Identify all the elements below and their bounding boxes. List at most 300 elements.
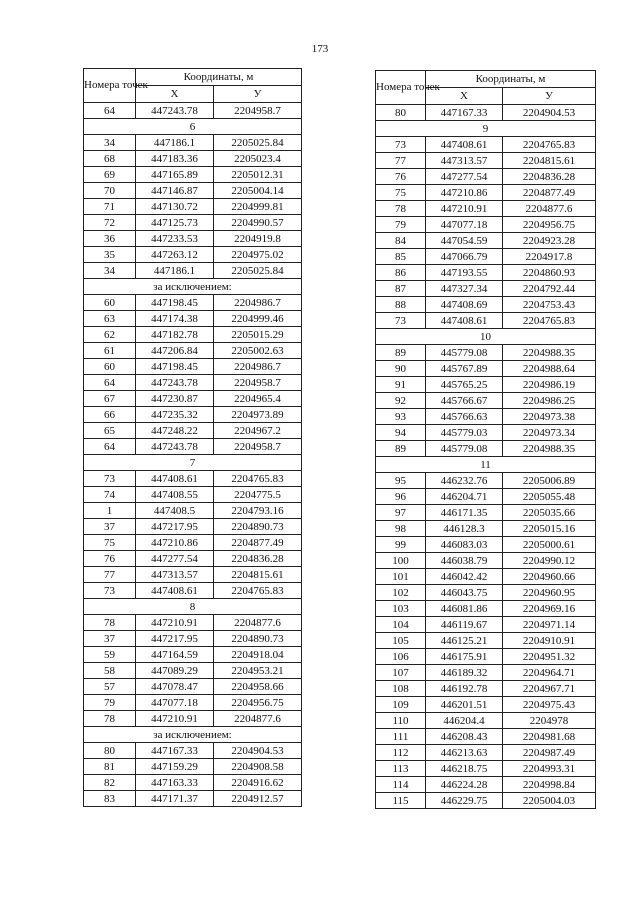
point-number-cell: 57 <box>84 679 136 695</box>
y-coordinate-cell: 2204999.81 <box>214 199 302 215</box>
y-coordinate-cell: 2204999.46 <box>214 311 302 327</box>
x-coordinate-cell: 447313.57 <box>426 153 503 169</box>
point-number-cell: 83 <box>84 791 136 807</box>
point-number-cell: 85 <box>376 249 426 265</box>
x-coordinate-cell: 446171.35 <box>426 505 503 521</box>
point-number-cell: 78 <box>84 711 136 727</box>
y-coordinate-cell: 2204836.28 <box>503 169 596 185</box>
x-coordinate-cell: 446043.75 <box>426 585 503 601</box>
y-coordinate-cell: 2204988.64 <box>503 361 596 377</box>
table-row <box>376 297 596 313</box>
y-coordinate-cell: 2204965.4 <box>214 391 302 407</box>
point-number-cell: 94 <box>376 425 426 441</box>
point-number-cell: 70 <box>84 183 136 199</box>
x-coordinate-cell: 446189.32 <box>426 665 503 681</box>
x-coordinate-cell: 447066.79 <box>426 249 503 265</box>
point-number-cell: 86 <box>376 265 426 281</box>
point-number-cell: 92 <box>376 393 426 409</box>
x-coordinate-cell: 446081.86 <box>426 601 503 617</box>
table-body <box>376 105 596 809</box>
x-coordinate-cell: 447163.33 <box>136 775 214 791</box>
x-coordinate-cell: 447408.61 <box>426 313 503 329</box>
coordinates-table-left <box>83 68 302 807</box>
y-coordinate-cell: 2205006.89 <box>503 473 596 489</box>
section-row <box>376 457 596 473</box>
x-coordinate-cell: 447277.54 <box>136 551 214 567</box>
table-row <box>376 505 596 521</box>
table-row <box>376 137 596 153</box>
section-label: за исключением: <box>84 279 302 295</box>
x-coordinate-cell: 447167.33 <box>426 105 503 121</box>
x-coordinate-cell: 447313.57 <box>136 567 214 583</box>
table-row <box>376 617 596 633</box>
table-row <box>84 647 302 663</box>
table-row <box>376 345 596 361</box>
x-coordinate-cell: 447235.32 <box>136 407 214 423</box>
y-coordinate-cell: 2204958.66 <box>214 679 302 695</box>
table-row <box>84 567 302 583</box>
table-row <box>84 199 302 215</box>
y-coordinate-cell: 2204986.7 <box>214 359 302 375</box>
y-coordinate-cell: 2204960.66 <box>503 569 596 585</box>
y-coordinate-cell: 2204793.16 <box>214 503 302 519</box>
point-number-cell: 87 <box>376 281 426 297</box>
table-row <box>376 777 596 793</box>
section-label: 8 <box>84 599 302 615</box>
y-coordinate-cell: 2204987.49 <box>503 745 596 761</box>
y-coordinate-cell: 2204998.84 <box>503 777 596 793</box>
x-coordinate-cell: 445779.08 <box>426 345 503 361</box>
point-number-cell: 78 <box>84 615 136 631</box>
table-row <box>84 375 302 391</box>
x-coordinate-cell: 446201.51 <box>426 697 503 713</box>
x-coordinate-cell: 445767.89 <box>426 361 503 377</box>
x-coordinate-cell: 447077.18 <box>426 217 503 233</box>
y-coordinate-cell: 2205000.61 <box>503 537 596 553</box>
header-coordinates: Координаты, м <box>426 71 596 88</box>
x-coordinate-cell: 446038.79 <box>426 553 503 569</box>
table-row <box>376 169 596 185</box>
y-coordinate-cell: 2204956.75 <box>503 217 596 233</box>
table-row <box>376 233 596 249</box>
point-number-cell: 90 <box>376 361 426 377</box>
table-row <box>84 423 302 439</box>
y-coordinate-cell: 2204815.61 <box>214 567 302 583</box>
y-coordinate-cell: 2204975.02 <box>214 247 302 263</box>
point-number-cell: 74 <box>84 487 136 503</box>
section-label: 10 <box>376 329 596 345</box>
y-coordinate-cell: 2204973.38 <box>503 409 596 425</box>
y-coordinate-cell: 2204988.35 <box>503 441 596 457</box>
table-row <box>376 601 596 617</box>
y-coordinate-cell: 2204908.58 <box>214 759 302 775</box>
table-row <box>84 311 302 327</box>
x-coordinate-cell: 447089.29 <box>136 663 214 679</box>
point-number-cell: 80 <box>84 743 136 759</box>
table-row <box>84 167 302 183</box>
y-coordinate-cell: 2204986.7 <box>214 295 302 311</box>
point-number-cell: 98 <box>376 521 426 537</box>
point-number-cell: 113 <box>376 761 426 777</box>
header-x: X <box>136 86 214 103</box>
table-row <box>84 439 302 455</box>
point-number-cell: 69 <box>84 167 136 183</box>
y-coordinate-cell: 2204904.53 <box>503 105 596 121</box>
table-row <box>84 327 302 343</box>
y-coordinate-cell: 2204956.75 <box>214 695 302 711</box>
x-coordinate-cell: 447408.69 <box>426 297 503 313</box>
point-number-cell: 62 <box>84 327 136 343</box>
point-number-cell: 115 <box>376 793 426 809</box>
x-coordinate-cell: 447277.54 <box>426 169 503 185</box>
point-number-cell: 103 <box>376 601 426 617</box>
table-row <box>84 743 302 759</box>
y-coordinate-cell: 2204967.2 <box>214 423 302 439</box>
x-coordinate-cell: 447408.61 <box>136 583 214 599</box>
x-coordinate-cell: 446224.28 <box>426 777 503 793</box>
y-coordinate-cell: 2204753.43 <box>503 297 596 313</box>
point-number-cell: 78 <box>376 201 426 217</box>
x-coordinate-cell: 447165.89 <box>136 167 214 183</box>
y-coordinate-cell: 2204765.83 <box>214 471 302 487</box>
y-coordinate-cell: 2204765.83 <box>503 137 596 153</box>
table-row <box>84 247 302 263</box>
point-number-cell: 34 <box>84 135 136 151</box>
x-coordinate-cell: 447183.36 <box>136 151 214 167</box>
point-number-cell: 79 <box>376 217 426 233</box>
y-coordinate-cell: 2204919.8 <box>214 231 302 247</box>
y-coordinate-cell: 2204981.68 <box>503 729 596 745</box>
table-row <box>376 377 596 393</box>
x-coordinate-cell: 447182.78 <box>136 327 214 343</box>
y-coordinate-cell: 2204986.19 <box>503 377 596 393</box>
table-row <box>84 663 302 679</box>
y-coordinate-cell: 2204958.7 <box>214 439 302 455</box>
table-row <box>376 569 596 585</box>
x-coordinate-cell: 447159.29 <box>136 759 214 775</box>
table-row <box>84 359 302 375</box>
point-number-cell: 35 <box>84 247 136 263</box>
table-row <box>84 135 302 151</box>
point-number-cell: 61 <box>84 343 136 359</box>
header-point-numbers: Номера точек <box>84 69 136 103</box>
table-row <box>376 697 596 713</box>
y-coordinate-cell: 2204792.44 <box>503 281 596 297</box>
section-row <box>84 599 302 615</box>
x-coordinate-cell: 445779.03 <box>426 425 503 441</box>
point-number-cell: 111 <box>376 729 426 745</box>
table-row <box>84 343 302 359</box>
y-coordinate-cell: 2204765.83 <box>503 313 596 329</box>
point-number-cell: 89 <box>376 345 426 361</box>
point-number-cell: 73 <box>376 313 426 329</box>
point-number-cell: 63 <box>84 311 136 327</box>
y-coordinate-cell: 2205012.31 <box>214 167 302 183</box>
table-row <box>84 103 302 119</box>
y-coordinate-cell: 2204960.95 <box>503 585 596 601</box>
y-coordinate-cell: 2204916.62 <box>214 775 302 791</box>
coordinates-table-right <box>375 70 596 809</box>
x-coordinate-cell: 447408.5 <box>136 503 214 519</box>
table-row <box>376 585 596 601</box>
table-row <box>376 217 596 233</box>
table-row <box>376 185 596 201</box>
x-coordinate-cell: 445766.63 <box>426 409 503 425</box>
header-x: X <box>426 88 503 105</box>
point-number-cell: 76 <box>376 169 426 185</box>
table-row <box>376 313 596 329</box>
y-coordinate-cell: 2204923.28 <box>503 233 596 249</box>
point-number-cell: 76 <box>84 551 136 567</box>
point-number-cell: 58 <box>84 663 136 679</box>
section-row <box>84 119 302 135</box>
x-coordinate-cell: 447327.34 <box>426 281 503 297</box>
point-number-cell: 89 <box>376 441 426 457</box>
table-row <box>84 519 302 535</box>
x-coordinate-cell: 447233.53 <box>136 231 214 247</box>
y-coordinate-cell: 2204988.35 <box>503 345 596 361</box>
x-coordinate-cell: 447210.91 <box>136 615 214 631</box>
header-y: У <box>214 86 302 103</box>
y-coordinate-cell: 2204815.61 <box>503 153 596 169</box>
y-coordinate-cell: 2204877.6 <box>214 711 302 727</box>
table-row <box>376 153 596 169</box>
table-row <box>84 631 302 647</box>
x-coordinate-cell: 445766.67 <box>426 393 503 409</box>
point-number-cell: 67 <box>84 391 136 407</box>
point-number-cell: 88 <box>376 297 426 313</box>
x-coordinate-cell: 447210.86 <box>136 535 214 551</box>
table-row <box>376 793 596 809</box>
y-coordinate-cell: 2204836.28 <box>214 551 302 567</box>
point-number-cell: 34 <box>84 263 136 279</box>
table-row <box>376 633 596 649</box>
x-coordinate-cell: 447243.78 <box>136 103 214 119</box>
section-row <box>84 727 302 743</box>
header-point-numbers: Номера точек <box>376 71 426 105</box>
x-coordinate-cell: 447198.45 <box>136 359 214 375</box>
point-number-cell: 1 <box>84 503 136 519</box>
table-row <box>376 665 596 681</box>
table-row <box>376 281 596 297</box>
y-coordinate-cell: 2204990.57 <box>214 215 302 231</box>
x-coordinate-cell: 447210.91 <box>136 711 214 727</box>
x-coordinate-cell: 446204.4 <box>426 713 503 729</box>
point-number-cell: 108 <box>376 681 426 697</box>
x-coordinate-cell: 446175.91 <box>426 649 503 665</box>
y-coordinate-cell: 2204877.6 <box>214 615 302 631</box>
x-coordinate-cell: 445779.08 <box>426 441 503 457</box>
point-number-cell: 36 <box>84 231 136 247</box>
table-row <box>84 295 302 311</box>
x-coordinate-cell: 447408.61 <box>136 471 214 487</box>
x-coordinate-cell: 447193.55 <box>426 265 503 281</box>
table-row <box>84 391 302 407</box>
point-number-cell: 64 <box>84 439 136 455</box>
x-coordinate-cell: 447206.84 <box>136 343 214 359</box>
table-row <box>376 761 596 777</box>
point-number-cell: 64 <box>84 375 136 391</box>
y-coordinate-cell: 2204917.8 <box>503 249 596 265</box>
x-coordinate-cell: 446119.67 <box>426 617 503 633</box>
y-coordinate-cell: 2205055.48 <box>503 489 596 505</box>
x-coordinate-cell: 447077.18 <box>136 695 214 711</box>
y-coordinate-cell: 2205035.66 <box>503 505 596 521</box>
table-row <box>376 393 596 409</box>
section-row <box>84 279 302 295</box>
table-row <box>376 489 596 505</box>
table-row <box>376 681 596 697</box>
table-row <box>84 407 302 423</box>
x-coordinate-cell: 447408.61 <box>426 137 503 153</box>
point-number-cell: 37 <box>84 519 136 535</box>
section-label: 6 <box>84 119 302 135</box>
y-coordinate-cell: 2204910.91 <box>503 633 596 649</box>
point-number-cell: 91 <box>376 377 426 393</box>
point-number-cell: 95 <box>376 473 426 489</box>
point-number-cell: 106 <box>376 649 426 665</box>
y-coordinate-cell: 2204918.04 <box>214 647 302 663</box>
y-coordinate-cell: 2204958.7 <box>214 375 302 391</box>
table-row <box>84 215 302 231</box>
table-row <box>84 263 302 279</box>
point-number-cell: 102 <box>376 585 426 601</box>
x-coordinate-cell: 446218.75 <box>426 761 503 777</box>
y-coordinate-cell: 2204990.12 <box>503 553 596 569</box>
table-row <box>84 791 302 807</box>
point-number-cell: 80 <box>376 105 426 121</box>
y-coordinate-cell: 2204969.16 <box>503 601 596 617</box>
table-row <box>84 535 302 551</box>
x-coordinate-cell: 446208.43 <box>426 729 503 745</box>
y-coordinate-cell: 2204912.57 <box>214 791 302 807</box>
y-coordinate-cell: 2204877.6 <box>503 201 596 217</box>
table-row <box>84 183 302 199</box>
table-row <box>376 537 596 553</box>
x-coordinate-cell: 446229.75 <box>426 793 503 809</box>
y-coordinate-cell: 2204975.43 <box>503 697 596 713</box>
y-coordinate-cell: 2205004.03 <box>503 793 596 809</box>
x-coordinate-cell: 447243.78 <box>136 439 214 455</box>
y-coordinate-cell: 2205025.84 <box>214 263 302 279</box>
y-coordinate-cell: 2204973.89 <box>214 407 302 423</box>
table-row <box>84 775 302 791</box>
y-coordinate-cell: 2205002.63 <box>214 343 302 359</box>
x-coordinate-cell: 447167.33 <box>136 743 214 759</box>
x-coordinate-cell: 447230.87 <box>136 391 214 407</box>
x-coordinate-cell: 447125.73 <box>136 215 214 231</box>
point-number-cell: 66 <box>84 407 136 423</box>
x-coordinate-cell: 447263.12 <box>136 247 214 263</box>
section-row <box>376 329 596 345</box>
point-number-cell: 75 <box>84 535 136 551</box>
x-coordinate-cell: 447186.1 <box>136 135 214 151</box>
y-coordinate-cell: 2204890.73 <box>214 519 302 535</box>
x-coordinate-cell: 447186.1 <box>136 263 214 279</box>
table-row <box>376 649 596 665</box>
y-coordinate-cell: 2204958.7 <box>214 103 302 119</box>
table-row <box>84 471 302 487</box>
y-coordinate-cell: 2205023.4 <box>214 151 302 167</box>
section-label: 9 <box>376 121 596 137</box>
table-row <box>84 759 302 775</box>
x-coordinate-cell: 447078.47 <box>136 679 214 695</box>
x-coordinate-cell: 446192.78 <box>426 681 503 697</box>
y-coordinate-cell: 2204993.31 <box>503 761 596 777</box>
table-row <box>376 473 596 489</box>
table-row <box>376 729 596 745</box>
point-number-cell: 73 <box>376 137 426 153</box>
point-number-cell: 72 <box>84 215 136 231</box>
section-label: 11 <box>376 457 596 473</box>
table-row <box>84 695 302 711</box>
x-coordinate-cell: 447217.95 <box>136 519 214 535</box>
point-number-cell: 100 <box>376 553 426 569</box>
x-coordinate-cell: 446204.71 <box>426 489 503 505</box>
y-coordinate-cell: 2204978 <box>503 713 596 729</box>
point-number-cell: 37 <box>84 631 136 647</box>
y-coordinate-cell: 2204890.73 <box>214 631 302 647</box>
point-number-cell: 82 <box>84 775 136 791</box>
section-row <box>84 455 302 471</box>
table-row <box>84 615 302 631</box>
y-coordinate-cell: 2204765.83 <box>214 583 302 599</box>
point-number-cell: 81 <box>84 759 136 775</box>
x-coordinate-cell: 447210.86 <box>426 185 503 201</box>
x-coordinate-cell: 447198.45 <box>136 295 214 311</box>
table-row <box>84 551 302 567</box>
table-row <box>376 745 596 761</box>
x-coordinate-cell: 447174.38 <box>136 311 214 327</box>
point-number-cell: 101 <box>376 569 426 585</box>
x-coordinate-cell: 446083.03 <box>426 537 503 553</box>
page-number: 173 <box>311 43 329 55</box>
point-number-cell: 109 <box>376 697 426 713</box>
point-number-cell: 71 <box>84 199 136 215</box>
point-number-cell: 93 <box>376 409 426 425</box>
point-number-cell: 73 <box>84 583 136 599</box>
point-number-cell: 75 <box>376 185 426 201</box>
table-row <box>376 249 596 265</box>
table-row <box>376 105 596 121</box>
point-number-cell: 114 <box>376 777 426 793</box>
point-number-cell: 99 <box>376 537 426 553</box>
x-coordinate-cell: 447248.22 <box>136 423 214 439</box>
point-number-cell: 59 <box>84 647 136 663</box>
point-number-cell: 77 <box>376 153 426 169</box>
y-coordinate-cell: 2205015.29 <box>214 327 302 343</box>
table-row <box>376 265 596 281</box>
table-row <box>376 201 596 217</box>
point-number-cell: 68 <box>84 151 136 167</box>
x-coordinate-cell: 447171.37 <box>136 791 214 807</box>
table-row <box>84 151 302 167</box>
x-coordinate-cell: 447243.78 <box>136 375 214 391</box>
x-coordinate-cell: 446042.42 <box>426 569 503 585</box>
x-coordinate-cell: 447130.72 <box>136 199 214 215</box>
y-coordinate-cell: 2205004.14 <box>214 183 302 199</box>
x-coordinate-cell: 447146.87 <box>136 183 214 199</box>
section-label: за исключением: <box>84 727 302 743</box>
x-coordinate-cell: 447054.59 <box>426 233 503 249</box>
point-number-cell: 79 <box>84 695 136 711</box>
table-row <box>84 679 302 695</box>
y-coordinate-cell: 2204904.53 <box>214 743 302 759</box>
x-coordinate-cell: 447164.59 <box>136 647 214 663</box>
y-coordinate-cell: 2204951.32 <box>503 649 596 665</box>
x-coordinate-cell: 447217.95 <box>136 631 214 647</box>
table-row <box>84 711 302 727</box>
